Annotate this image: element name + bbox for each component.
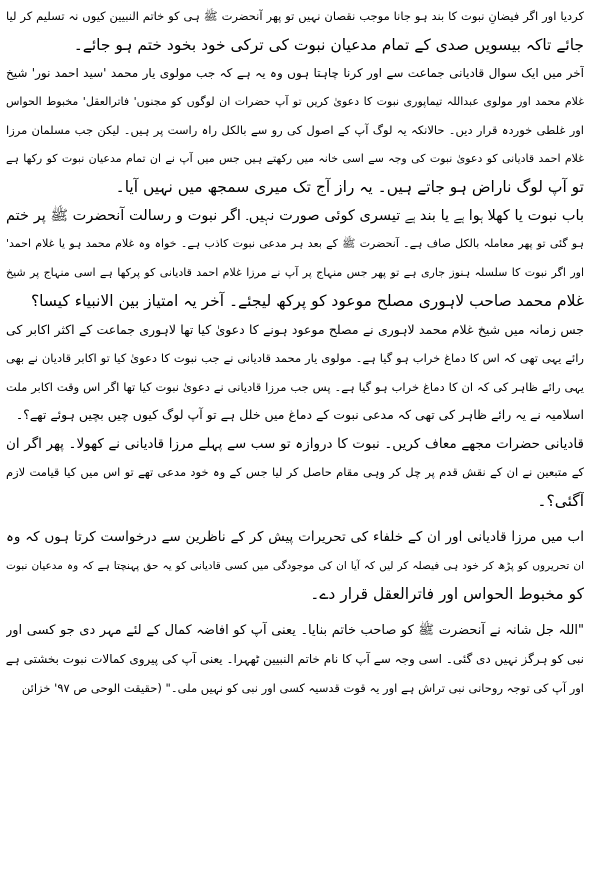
text-line: آخر میں ایک سوال قادیانی جماعت سے اور کرنا چاہتا ہوں وہ یہ ہے کہ جب مولوی یار محمد 'سید احمد نور' شیخ — [6, 66, 584, 80]
text-line: یہی رائے ظاہر کی کہ ان کا دماغ خراب ہو گیا ہے۔ پس جب مرزا قادیانی نے دعویٰ نبوت کیا تھا اگر اس وقت اکابر ملت — [6, 379, 584, 394]
text-line: رائے یہی تھی کہ اس کا دماغ خراب ہو گیا ہے۔ مولوی یار محمد قادیانی نے جب نبوت کا دعویٰ کیا تو اکابر قادیان نے بھی — [6, 351, 584, 365]
text-line: جائے تاکہ بیسویں صدی کے تمام مدعیان نبوت کی ترکی خود بخود ختم ہو جائے۔ — [73, 35, 584, 54]
text-line: اور غلطی خوردہ قرار دیں۔ حالانکہ یہ لوگ آپ کے اصول کی رو سے بالکل راہ راست پر ہیں۔ لیکن جب مسلمان مرزا — [6, 123, 584, 137]
text-line: کے متبعین نے ان کے نقش قدم پر چل کر وہی مقام حاصل کر لیا جس کے وہ خود مدعی تھے تو اس میں کیا قیامت لازم — [6, 465, 584, 479]
text-line: جس زمانہ میں شیخ غلام محمد لاہوری نے مصلح موعود ہونے کا دعویٰ کیا تھا لاہوری جماعت کے اکثر اکابر کی — [6, 321, 584, 337]
text-line: کو مخبوط الحواس اور فاترالعقل قرار دے۔ — [310, 585, 584, 603]
text-line: آگئی؟۔ — [537, 491, 584, 510]
paragraph — [6, 523, 584, 609]
paragraph — [6, 430, 584, 516]
text-line: اسلامیہ نے یہ رائے ظاہر کی تھی کہ مدعی نبوت کے دماغ میں خلل ہے تو آپ لوگ کیوں چیں بچیں ہوئے تھے؟۔ — [15, 407, 584, 422]
text-line: کردیا اور اگر فیضانِ نبوت کا بند ہو جانا موجب نقصان نہیں تو پھر آنحضرت ﷺ ہی کو خاتم النبیین کیوں نہ تسلیم کر لیا — [6, 9, 584, 23]
text-line: اور اگر نبوت کا سلسلہ ہنوز جاری ہے تو پھر جس منہاج پر آپ نے مرزا غلام احمد قادیانی کو پرکھا ہے اسی منہاج پر شیخ — [6, 265, 584, 279]
text-line: غلام احمد قادیانی کو دعویٰ نبوت کی وجہ سے اسی خانہ میں رکھتے ہیں جس میں آپ نے ان تمام مدعیان نبوت کو رکھا ہے — [6, 151, 584, 165]
paragraph-gap — [6, 515, 584, 523]
text-line: اب میں مرزا قادیانی اور ان کے خلفاء کی تحریرات پیش کر کے ناظرین سے درخواست کرتا ہوں کہ وہ — [6, 529, 584, 545]
text-line: ہو گئی تو پھر معاملہ بالکل صاف ہے۔ آنحضرت ﷺ کے بعد ہر مدعی نبوت کاذب ہے۔ خواہ وہ غلام محمد ہو یا غلام احمد' — [6, 237, 584, 250]
paragraph-gap — [6, 609, 584, 617]
text-line: اور آپ کی توجہ روحانی نبی تراش ہے اور یہ قوت قدسیہ کسی اور نبی کو نہیں ملی۔" (حقیقت الوحی ص ۹۷' خزائن — [21, 680, 584, 695]
text-line: ان تحریروں کو پڑھ کر خود ہی فیصلہ کر لیں کہ آیا ان کی موجودگی میں کسی قادیانی کو یہ حق پہنچتا ہے کہ وہ مدعیان نبوت — [6, 559, 584, 572]
paragraph — [6, 2, 584, 59]
text-line: باب نبوت یا کھلا ہوا ہے یا بند ہے تیسری کوئی صورت نہیں۔ اگر نبوت و رسالت آنحضرت ﷺ پر ختم — [6, 207, 584, 224]
text-line: غلام محمد اور مولوی عبداللہ تیماپوری نبوت کا دعویٰ کریں تو آپ حضرات ان لوگوں کو مجنوں' فاترالعقل' مخبوط الحواس — [6, 94, 584, 108]
paragraph — [6, 59, 584, 202]
text-line: تو آپ لوگ ناراض ہو جاتے ہیں۔ یہ راز آج تک میری سمجھ میں نہیں آیا۔ — [115, 178, 584, 196]
text-line: غلام محمد صاحب لاہوری مصلح موعود کو پرکھ لیجئے۔ آخر یہ امتیاز بین الانبیاء کیسا؟ — [30, 292, 584, 310]
text-line: قادیانی حضرات مجھے معاف کریں۔ نبوت کا دروازہ تو سب سے پہلے مرزا قادیانی نے کھولا۔ پھر اگر ان — [6, 435, 584, 452]
text-line: "اللہ جل شانہ نے آنحضرت ﷺ کو صاحب خاتم بنایا۔ یعنی آپ کو افاضہ کمال کے لئے مہر دی جو کسی اور — [6, 622, 584, 638]
paragraph — [6, 202, 584, 316]
paragraph — [6, 617, 584, 703]
text-line: نبی کو ہرگز نہیں دی گئی۔ اسی وجہ سے آپ کا نام خاتم النبیین ٹھہرا۔ یعنی آپ کی پیروی کمالات نبوت بخشتی ہے — [6, 652, 584, 666]
paragraph — [6, 316, 584, 430]
